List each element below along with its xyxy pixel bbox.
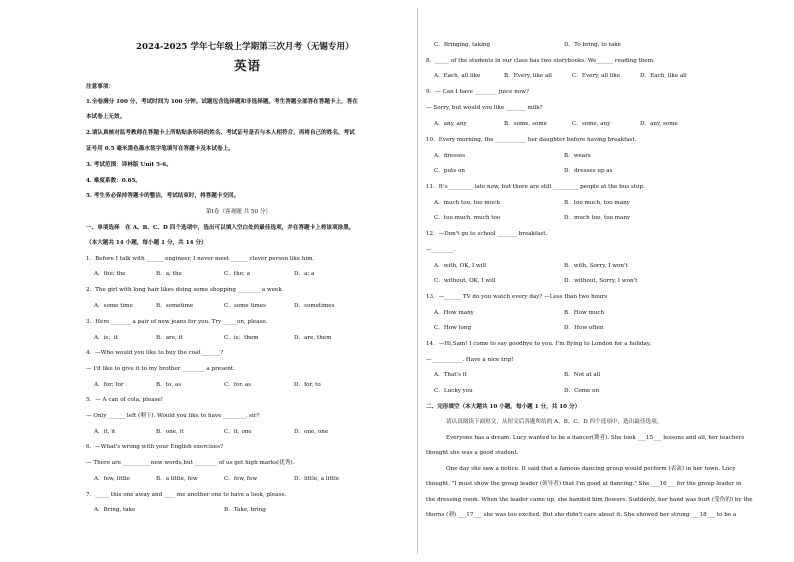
answer-option: D．little, a little: [294, 476, 340, 482]
answer-option: B．sometime: [156, 303, 194, 309]
answer-option: C．Lucky you: [434, 388, 473, 394]
answer-option: D．for, to: [294, 382, 321, 388]
notice-item: 4. 难度系数：0.65。: [86, 178, 141, 184]
answer-option: C．it, one: [224, 429, 252, 435]
column-divider: [417, 8, 418, 554]
answer-option: D．Come on: [564, 388, 600, 394]
notice-item: 3. 考试范围：译林版 Unit 5-6。: [86, 162, 172, 168]
notice-item: 1.全卷满分 100 分，考试时间为 100 分钟。试题包含选择题和非选择题。考生答题全部答在答题卡上，答在: [86, 99, 358, 105]
question-stem-cont: —___________. Have a nice trip!: [426, 357, 514, 363]
question-stem: 11．It's_________ late now, but there are still _________ people at the bus stop.: [426, 184, 645, 190]
answer-option: A．any, any: [434, 121, 467, 127]
answer-option: C．for, as: [224, 382, 252, 388]
notice-item: 本试卷上无效。: [86, 114, 126, 120]
question-stem: 6．—What's wrong with your English exercises?: [86, 444, 223, 450]
question-stem: 4．—Who would you like to buy the coat_______?: [86, 350, 224, 356]
answer-option: B．Every, like all: [504, 73, 552, 79]
question-stem: 9．— Can I have ________ juice now?: [426, 89, 529, 95]
answer-option: C．the; a: [224, 271, 251, 277]
question-stem: 14．—Hi,Sam! I come to say goodbye to you. I'm flying to London for a holiday.: [426, 341, 652, 347]
answer-option: C．some, any: [572, 121, 611, 127]
exam-title: 2024-2025 学年七年级上学期第三次月考（无锡专用）: [136, 42, 354, 52]
answer-option: D．much too, too many: [564, 215, 631, 221]
right-column: [426, 0, 756, 562]
answer-option: D．any, some: [640, 121, 678, 127]
part1-heading: 第Ⅰ卷（客观题 共 50 分）: [206, 209, 272, 215]
question-stem-cont: — Only ______ left (剩下). Would you like to have ________, sir?: [86, 413, 260, 419]
answer-option: A．it, it: [94, 429, 116, 435]
answer-option: D．To bring, to take: [564, 42, 621, 48]
answer-option: A．much too, too much: [434, 200, 500, 206]
answer-option: A．That's it: [434, 372, 467, 378]
answer-option: D．one, one: [294, 429, 329, 435]
answer-option: C．without, OK, I will: [434, 278, 496, 284]
answer-option: C．Bringing, taking: [434, 42, 491, 48]
answer-option: C．few, few: [224, 476, 258, 482]
answer-option: D．a; a: [294, 271, 315, 277]
answer-option: C．some times: [224, 303, 267, 309]
answer-option: B．some, some: [504, 121, 547, 127]
cloze-heading: 二、完形填空（本大题共 10 小题，每小题 1 分，共 10 分）: [426, 404, 581, 410]
cloze-passage-line: thorns (刺) ___17___ she was too excited. But she didn't care about it. She showed her strong ___18___ to be a: [426, 512, 737, 518]
answer-option: B．a; the: [156, 271, 182, 277]
answer-option: C．puts on: [434, 168, 465, 174]
answer-option: B．one, it: [156, 429, 184, 435]
cloze-passage-line: the dressing room. When the leader came up, she handed him flowers. Suddenly, her hand was hurt (受伤的) by the: [426, 497, 753, 503]
answer-option: A．the; the: [94, 271, 126, 277]
answer-option: A．Bring, take: [94, 507, 136, 513]
answer-option: B．Not at all: [564, 372, 601, 378]
question-stem-cont: — Sorry, but would you like _______ milk?: [426, 105, 543, 111]
answer-option: A．for; for: [94, 382, 124, 388]
answer-option: A．is；it: [94, 335, 118, 341]
question-stem: 10．Every morning, the ___________ her daughter before having breakfast.: [426, 137, 637, 143]
answer-option: A．dresses: [434, 153, 466, 159]
answer-option: D．dresses up as: [564, 168, 613, 174]
answer-option: B．to, as: [156, 382, 182, 388]
answer-option: C．Every, all like: [572, 73, 621, 79]
answer-option: C．How long: [434, 325, 472, 331]
answer-option: A．with, OK, I will: [434, 263, 487, 269]
question-stem: 7．_____ this one away and ____ me another one to have a look, please.: [86, 492, 287, 498]
cloze-instruction: 请认真阅读下面短文，从短文后各题所给的 A、B、C、D 四个选项中，选出最佳选项。: [446, 419, 663, 425]
answer-option: C．too much, much too: [434, 215, 501, 221]
answer-option: D．How often: [564, 325, 604, 331]
section1-subheading: （本大题共 14 小题，每小题 1 分，共 14 分）: [86, 240, 207, 246]
question-stem: 8．_____ of the students in our class has two storybooks. We______ reading them.: [426, 58, 655, 64]
answer-option: B．are, it: [156, 335, 183, 341]
question-stem-cont: — There are __________new words,but ________ of us get high marks(优秀).: [86, 460, 295, 466]
section1-heading: 一、单项选择 在 A、B、C、D 四个选项中，选出可以填入空白处的最佳选项，并在答题卡上将该项涂黑。: [86, 225, 355, 231]
notice-item: 2.请认真核对监考教师在答题卡上所粘贴条形码的姓名、考试证号是否与本人相符合，再将自己的姓名，考试: [86, 130, 355, 136]
notice-item: 证号用 0.5 毫米黑色墨水签字笔填写在答题卡及本试卷上。: [86, 146, 234, 152]
cloze-passage-line: thought she was a good student.: [426, 450, 519, 456]
answer-option: D．Each, like all: [640, 73, 687, 79]
answer-option: A．How many: [434, 310, 474, 316]
answer-option: C．is；them: [224, 335, 259, 341]
answer-option: B．Take, bring: [224, 507, 266, 513]
notice-item: 5. 考生务必保持答题卡的整洁，考试结束时，将答题卡交回。: [86, 193, 240, 199]
answer-option: A．some time: [94, 303, 133, 309]
question-stem: 1．Before I talk with ______ engineer, I never meet ______ clever person like him.: [86, 256, 315, 262]
answer-option: B．wears: [564, 153, 591, 159]
answer-option: B．a little, few: [156, 476, 198, 482]
question-stem-cont: — I'd like to give it to my brother ________ a present.: [86, 366, 235, 372]
question-stem-cont: —________.: [426, 247, 456, 253]
answer-option: D．sometimes: [294, 303, 335, 309]
answer-option: A．few, little: [94, 476, 130, 482]
subject-title: 英语: [234, 58, 262, 73]
cloze-passage-line: One day she saw a notice. It said that a famous dancing group would perform (表演) in her town. Lucy: [446, 466, 736, 472]
answer-option: D．are, them: [294, 335, 332, 341]
answer-option: D．without, Sorry, I won't: [564, 278, 638, 284]
question-stem: 2．The girl with long hair likes doing some shopping ________ a week.: [86, 287, 284, 293]
notice-heading: 注意事项：: [86, 84, 114, 90]
question-stem: 12．—Don't go to school _______ breakfast.: [426, 231, 548, 237]
question-stem: 3．Here _______ a pair of new jeans for you. Try _____on, please.: [86, 319, 268, 325]
answer-option: B．How much: [564, 310, 605, 316]
answer-option: A．Each, all like: [434, 73, 481, 79]
cloze-passage-line: thought, "I must show the group leader (领导者) that I'm good at dancing." She ___16___ for the group leader in: [426, 481, 742, 487]
answer-option: B．too much, too many: [564, 200, 630, 206]
cloze-passage-line: Everyone has a dream. Lucy wanted to be a dancer(舞者). She took ___15___ lessons and all, her teachers: [446, 435, 745, 441]
question-stem: 13．—______ TV do you watch every day? —Less than two hours: [426, 294, 608, 300]
left-column: [86, 0, 408, 562]
question-stem: 5．— A can of cola, please!: [86, 397, 164, 403]
answer-option: B．with, Sorry, I won't: [564, 263, 628, 269]
